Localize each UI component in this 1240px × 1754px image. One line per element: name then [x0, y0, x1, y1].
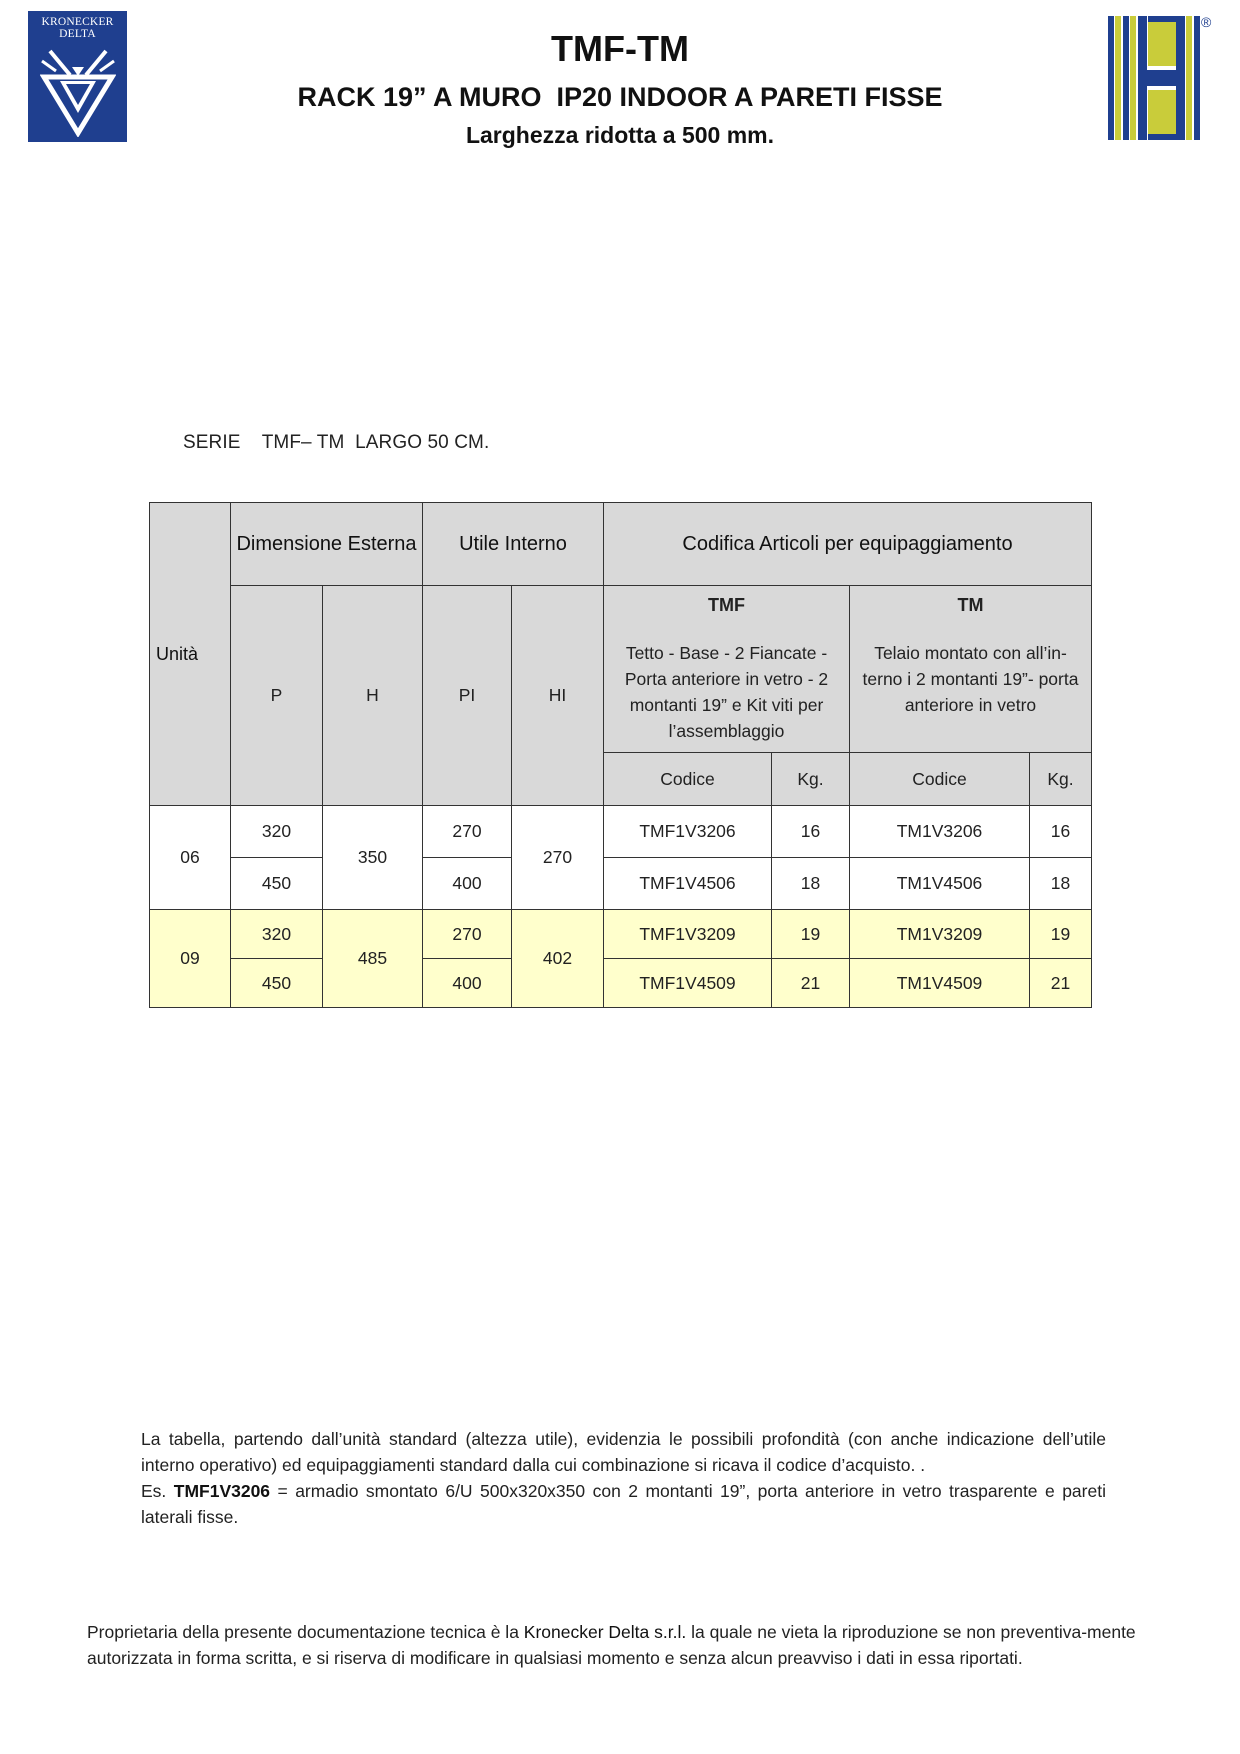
header-hi: HI: [512, 586, 604, 806]
footer-text-end: la quale ne vieta la riproduzione se non preventiva-mente autorizzata in forma scritta, e si riserva di modificare in qualsiasi momento e senza alcun preavviso i dati in essa riportati.: [87, 1622, 1136, 1668]
cell-h: 485: [323, 910, 423, 1008]
page-subtitle: RACK 19” A MURO IP20 INDOOR A PARETI FISSE: [297, 82, 943, 112]
header-tm-codice: Codice: [850, 753, 1030, 806]
cell-pi: 270: [423, 910, 512, 959]
header-tm-description: Telaio montato con all’in-terno i 2 montanti 19”- porta anteriore in vetro: [862, 643, 1079, 715]
table-explanation-note: [141, 1426, 1106, 1530]
cell-tm-kg: 21: [1030, 959, 1092, 1008]
cell-tmf-codice: TMF1V3206: [604, 806, 772, 858]
cell-pi: 400: [423, 959, 512, 1008]
copyright-footer: [87, 1619, 1177, 1671]
cell-tm-codice: TM1V4506: [850, 858, 1030, 910]
cell-pi: 270: [423, 806, 512, 858]
table-row-highlighted: [150, 910, 1092, 959]
footer-company: Kronecker Delta s.r.l.: [523, 1622, 687, 1642]
cell-tmf-kg: 16: [772, 806, 850, 858]
table-row-highlighted: [150, 959, 1092, 1008]
header-utile-interno: Utile Interno: [423, 503, 604, 586]
cell-h: 350: [323, 806, 423, 910]
registered-mark: ®: [1201, 14, 1212, 30]
cell-p: 320: [231, 910, 323, 959]
header-tmf-description: Tetto - Base - 2 Fiancate - Porta anteriore in vetro - 2 montanti 19” e Kit viti per l’assemblaggio: [624, 643, 829, 741]
header-h: H: [323, 586, 423, 806]
page-title: TMF-TM: [551, 28, 689, 69]
cell-hi: 402: [512, 910, 604, 1008]
note-text: La tabella, partendo dall’unità standard (altezza utile), evidenzia le possibili profondità (con anche indicazione dell’utile interno operativo) ed equipaggiamenti standard dalla cui combinazione si ricava il codice d’acquisto. .: [141, 1429, 1106, 1475]
header-tm-kg: Kg.: [1030, 753, 1092, 806]
page-subtitle-width: Larghezza ridotta a 500 mm.: [465, 122, 775, 148]
spec-table: [149, 502, 1092, 1008]
cell-tm-kg: 19: [1030, 910, 1092, 959]
header-tm-title: TM: [957, 595, 984, 615]
header-dimensione-esterna: Dimensione Esterna: [231, 503, 423, 586]
cell-pi: 400: [423, 858, 512, 910]
cell-p: 450: [231, 959, 323, 1008]
table-row: [150, 806, 1092, 858]
header-tmf-kg: Kg.: [772, 753, 850, 806]
cell-hi: 270: [512, 806, 604, 910]
cell-unita: 06: [150, 806, 231, 910]
cell-tmf-codice: TMF1V3209: [604, 910, 772, 959]
header-tmf: [604, 586, 850, 753]
header-codifica: Codifica Articoli per equipaggiamento: [604, 503, 1092, 586]
note-example-code: TMF1V3206: [173, 1481, 271, 1501]
cell-tmf-codice: TMF1V4506: [604, 858, 772, 910]
series-label: SERIE TMF– TM LARGO 50 CM.: [183, 432, 490, 453]
cell-tm-codice: TM1V3206: [850, 806, 1030, 858]
cell-tmf-kg: 19: [772, 910, 850, 959]
cell-tmf-codice: TMF1V4509: [604, 959, 772, 1008]
cell-p: 450: [231, 858, 323, 910]
cell-unita: 09: [150, 910, 231, 1008]
header-p: P: [231, 586, 323, 806]
header-tmf-codice: Codice: [604, 753, 772, 806]
cell-tm-codice: TM1V3209: [850, 910, 1030, 959]
logo-brand-text: KRONECKER DELTA: [41, 16, 114, 40]
cell-tm-kg: 16: [1030, 806, 1092, 858]
header-tmf-title: TMF: [708, 595, 745, 615]
cell-p: 320: [231, 806, 323, 858]
note-example-text: = armadio smontato 6/U 500x320x350 con 2 montanti 19”, porta anteriore in vetro trasparente e pareti laterali fisse.: [141, 1481, 1106, 1527]
table-row: [150, 858, 1092, 910]
cell-tmf-kg: 18: [772, 858, 850, 910]
header-tm: [850, 586, 1092, 753]
cell-tmf-kg: 21: [772, 959, 850, 1008]
header-pi: PI: [423, 586, 512, 806]
note-example-prefix: Es.: [141, 1481, 174, 1501]
cell-tm-kg: 18: [1030, 858, 1092, 910]
cell-tm-codice: TM1V4509: [850, 959, 1030, 1008]
header-unita: Unità: [150, 503, 231, 806]
footer-text-start: Proprietaria della presente documentazione tecnica è la: [87, 1622, 524, 1642]
